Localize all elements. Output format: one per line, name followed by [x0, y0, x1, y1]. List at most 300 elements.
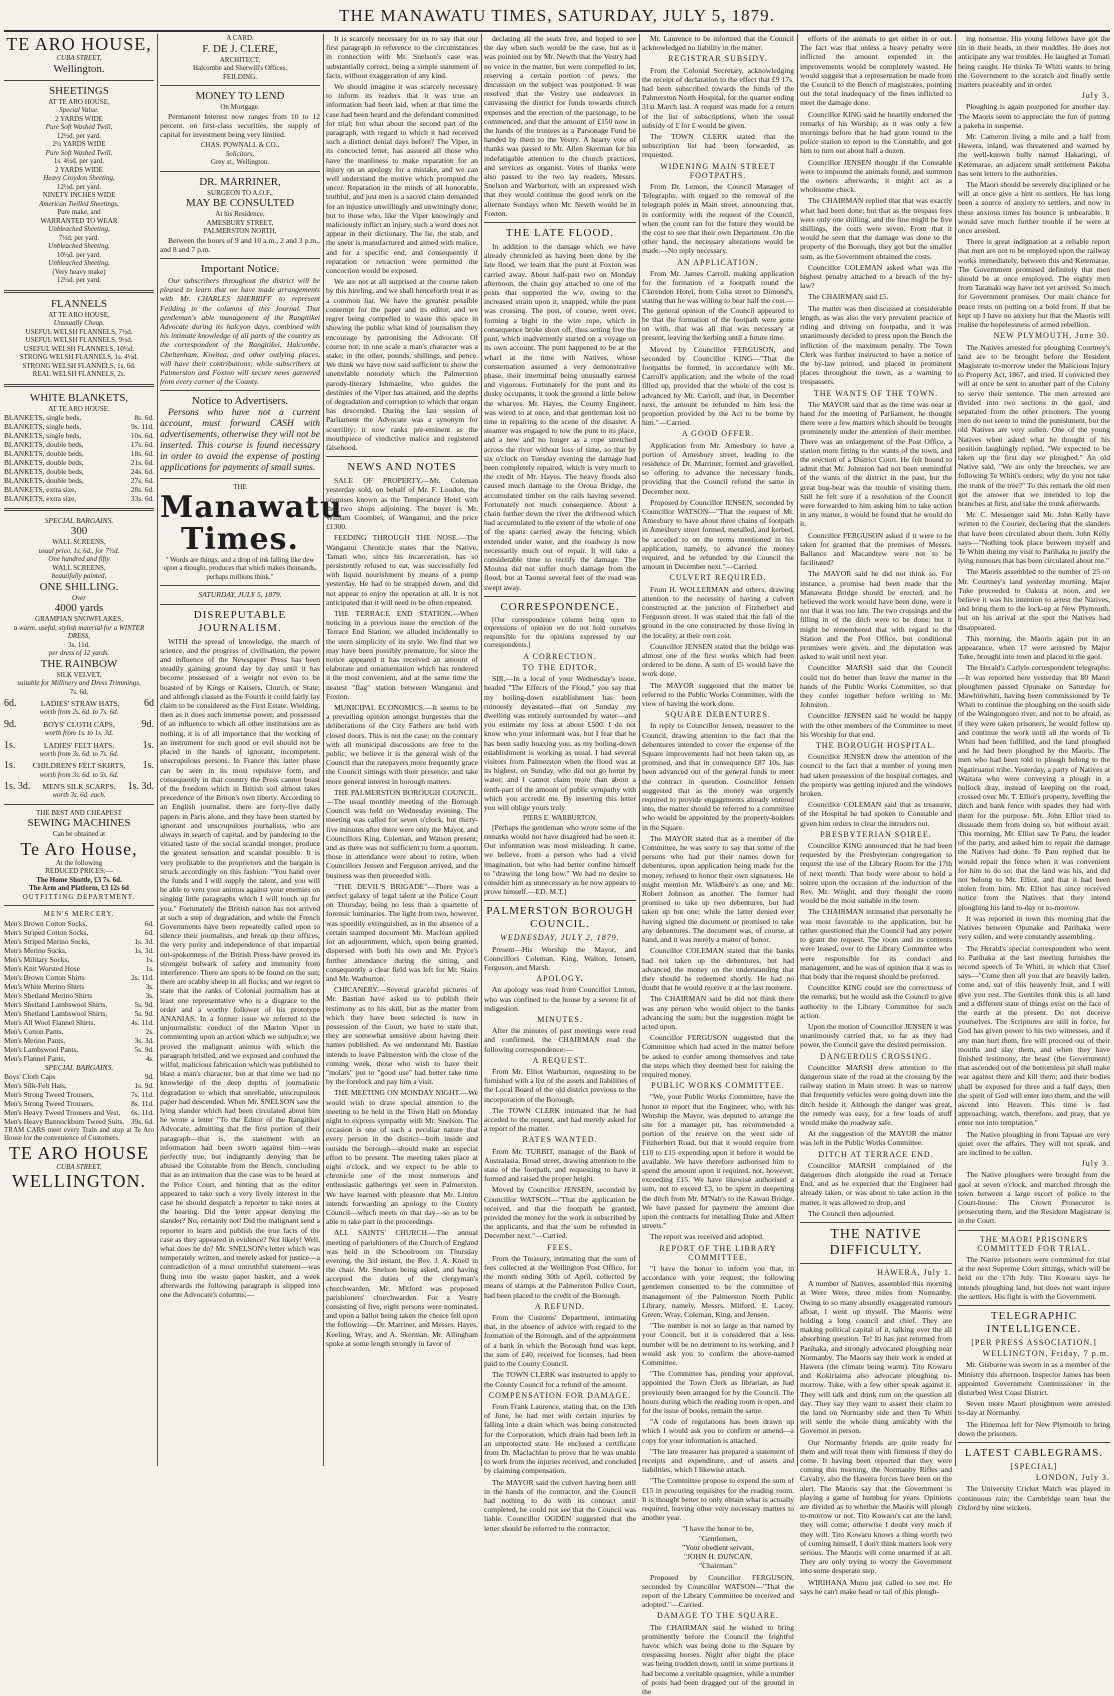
sheeting-line: 1s. 4½d. per yard. — [53, 157, 105, 165]
solicitor-title: Solicitors, — [225, 149, 255, 158]
money-heading: MONEY TO LEND — [195, 90, 285, 102]
flood-heading: THE LATE FLOOD. — [505, 227, 615, 240]
council-text: "The Committee has, pending your approval, appointed the Town Clerk as librarian, as had previously been arranged for by the Council. The hours during which the reading room is open, and for the issue of books, remain the same. — [642, 1369, 794, 1416]
flannel-line: USEFUL WELSH FLANNELS, 7½d. — [25, 327, 133, 336]
money-text: Permanent Interest now ranges from 10 to 12 percent. on first-class securities, the supply of capital for investment being very limited. — [160, 111, 320, 139]
item-price: 1s. — [145, 954, 154, 964]
item-price: 6s. 11d. — [131, 1107, 154, 1117]
sheeting-line: 12½d. per yard. — [56, 131, 102, 140]
price-row — [4, 919, 154, 928]
council-text: Councillor FERGUSON asked if it were to be taken for granted that the premises of Messrs. Ballance and Macandrew were not to be facilitated? — [800, 530, 952, 568]
cablegram-text: The University Cricket Match was played in continuous rain; the Cambridge team beat the Oxford by nine wickets. — [958, 1484, 1110, 1512]
council-text: The report was received and adopted. — [650, 1232, 764, 1242]
solicitor-address: Grey st., Wellington. — [210, 158, 270, 167]
correction-signature: PIERS E. WARBURTON. — [523, 814, 597, 823]
council-subheading: FEES. — [547, 1242, 573, 1252]
column-7 — [958, 34, 1110, 1512]
council-text: "The number is not so large as that named by your Council, but it is considered that a less number will be no detriment to its working, and I would ask you to confirm the above-named Committee. — [642, 1321, 794, 1368]
item-name: Men's Brown Cotton Socks, — [4, 918, 88, 928]
card-label: A CARD. — [226, 34, 254, 42]
bargain-line: Over — [72, 593, 86, 602]
divider — [4, 804, 154, 805]
editor-note: [Perhaps the gentleman who wrote some of the remarks would not have disagreed had he seen it. Our information was most misleading. It came, we believe, from a person who had a vivid imagination, but who had better confine himself to "drawing the long bow." We had no desire to consider him as unnecessary as he now appears to prove himself.—ED. M.T.] — [484, 822, 636, 897]
hat-row — [4, 761, 154, 770]
council-text: From Mr. TURBIT, manager of the Bank of Australasia, Broad street, drawing attention to the state of the footpath, and requesting to have it formed and raised the proper height. — [484, 1146, 636, 1184]
news-item: SALE OF PROPERTY.—Mr. Coleman yesterday sold, on behalf of Mr. F. Loudon, the premises known as the Temperance Hotel with the two shops adjoining. The buyer is Mr. William Coombes, of Wanganui, and the price £1300. — [326, 476, 478, 532]
column-6 — [800, 34, 952, 1596]
item-price: 1s. 3d. — [127, 781, 154, 793]
money-sub: On Mortgage. — [220, 103, 260, 111]
item-price: 33s. 6d. — [130, 494, 154, 503]
council-text: The TOWN CLERK stated that the subscription list had been forwarded, as requested. — [642, 132, 794, 160]
column-divider — [955, 34, 956, 1466]
council-text: The matter was then discussed at considerable length, as was also the very prevalent practice of riding and driving on footpaths, and it was unanimously decided to press upon the Bench the infliction of the maximum penalty. The Town Clerk was further instructed to have a notice of the by-law printed, and placed in prominent places throughout the town, as a warning to trespassers. — [800, 303, 952, 387]
council-text: "The late treasurer has prepared a statement of receipts and expenditure, and of assets and liabilities, which I likewise attach. — [642, 1446, 794, 1475]
bargain-line: usual price, 1s. 6d., for 7½d. — [38, 546, 120, 555]
bargain-number: 4000 yards — [54, 602, 104, 615]
price-row — [4, 476, 154, 485]
native-text: There is great indignation at a reliable report that men are not to be employed upon the railway works immediately, between this and Ketemarae. The Government promised definitely that men should be at once employed. The eighty men from Taranaki way have not yet arrived. So much for Government promises. Our main chance for peace rests on putting on a bold front. If that be kept up I have no anxiety but that the Maoris will realise the hopelessness of armed rebellion. — [958, 237, 1110, 330]
correction-to: TO THE EDITOR. — [522, 662, 598, 672]
price-row — [4, 431, 154, 440]
sheeting-line: 12½d. per yard. — [56, 182, 102, 191]
divider — [326, 456, 478, 457]
item-price: 1s. 3d. — [4, 781, 31, 793]
item-price: 6d. — [4, 698, 17, 710]
item-name: Men's Heavy Tweed Trousers and Vest, — [4, 1107, 121, 1117]
column-divider — [797, 34, 798, 1466]
council-text: Councillor MARSH said that the Council could not do better than leave the matter in the hands of the Public Works Committee, so that they confer together before writing to Mr. Johnston. — [800, 663, 952, 710]
item-name: Men's Flannel Pants, — [4, 1053, 66, 1063]
council-text: "A code of regulations has been drawn up which I would ask you to confirm or amend—a copy for your information is attached. — [642, 1417, 794, 1445]
special-bargains-heading: SPECIAL BARGAINS. — [44, 516, 114, 525]
item-name: LADIES' FELT HATS, — [43, 740, 115, 750]
item-price: 21s. 6d. — [130, 458, 154, 467]
divider — [160, 85, 320, 86]
article-text: It is scarcely necessary for us to say that our first paragraph in reference to the circumstances in connection with Mr. Snelson's case was substantially correct, being a simple statement of facts, without exaggeration of any kind. — [326, 34, 478, 80]
council-text: Councillor JENSEN thought if the Constable were to impound the animals found, and summon the owners afterwards, it might act as a wholesome check. — [800, 157, 952, 195]
doctor-hours: Between the hours of 9 and 10 a.m., 2 and 3 p.m., and 8 and 7 p.m. — [160, 235, 320, 254]
item-price: 2s. — [145, 1026, 154, 1036]
sheeting-line: 7½d. per yard. — [58, 233, 100, 242]
bargain-number: 300 — [70, 525, 88, 538]
divider — [4, 508, 154, 511]
divider — [958, 1305, 1110, 1306]
council-text: An apology was read from Councillor Linton, who was confined to the house by a severe fit of indigestion. — [484, 985, 636, 1013]
flood-text: In addition to the damage which we have already chronicled as having been done by the late flood, we learn that the punt at Foxton was carried away. About half-past two on Monday afternoon, the chain guy attached to one of the posts that supported the w'e, owing to the increased strain upon it, snapped, while the punt was crossing. The post, of course, went over, forming a bight in the wire rope, which in consequence broke short off, thus setting free the punt, which inadvertently started on a voyage on its own account. The punt happened to be at the wharf at the time with Natives, whose consternation assumed a very demonstrative phase, their intermittal being unusually earnest and vigorous. Fortunately for the punt and its dusky occupants, it took the ground a little below the wharves. Mr. Hayes, the County Engineer, was wired to at once, and that gentleman lost no time in repairing to the scene of the disaster. A steamer was engaged to tow the punt to its place, and a new and no longer as a rope stretched across the river without loss of time, so that by six o'clock on Tuesday evening the damage had been completely repaired, which is very much to the credit of Mr. Hayes. The heavy floods also caused much damage to the Oroua Bridge, the accumulated timber on the rails having severed. Fortunately not much consequence. About a chain further down the river the driftwood which had accumulated to the extent of the whole of one of the spans carried away the fencing which extended under water, and the roadway is now necessarily much out of repair. It will take a considerable time to rectify the damage. The Moutoa did not suffer much damage from the flood, but at Taonui several feet of the road was swept away. — [484, 242, 636, 592]
council-text: The Council then adjourned. — [808, 1208, 895, 1218]
price-row — [4, 1054, 154, 1063]
te-aro-footer-title: TE ARO HOUSE — [8, 1142, 149, 1163]
column-5 — [642, 34, 794, 1696]
price-row — [4, 440, 154, 449]
item-price: 5s. 9d. — [134, 999, 154, 1009]
bargain-line: a warm, useful, stylish material for a WINTER DRESS, — [13, 623, 145, 641]
divider — [484, 222, 636, 223]
council-text: The CHAIRMAN replied that that was exactly what had been done; but that as the trespass fees were only one shilling, and the fine might be five shillings, the costs were seven. From that it would be seen that the damage was done to the property of the Borough, they got but the smaller sum, as the Government obtained the costs. — [800, 196, 952, 261]
price-row — [4, 1000, 154, 1009]
item-price: 3s. 3d. — [134, 1035, 154, 1045]
council-text: The CHAIRMAN said he did not think there was any person who would object to the banks advancing the sum; but the suggestion might be acted upon. — [642, 994, 794, 1031]
item-price: 1s. 3d. — [134, 936, 154, 946]
native-text: ing nonsense. His young fellows have got the tin in their heads, in their muddles. He does not anticipate any war troubles. He laughed at Tomati being caught. He thinks Te Whiti wants to bring the Government to the scratch and finally settle matters peaceably and in order. — [958, 34, 1110, 90]
cablegrams-heading: LATEST CABLEGRAMS. — [964, 1447, 1104, 1460]
item-name: Men's Lambswool Pants, — [4, 1044, 79, 1054]
council-date: WEDNESDAY, JULY 2, 1879. — [500, 933, 620, 943]
council-text: Councillor MARSH drew attention to the dangerous state of the road at the crossing by the railway station in Main street. It was so narrow that frequently vehicles were going down into the ditch beside it. Although the danger was great, the remedy was easy, for a few loads of stuff would make the roadway safe. — [800, 1062, 952, 1127]
sewing-line: THE BEST AND CHEAPEST — [35, 808, 123, 817]
item-name: BLANKETS, single beds, — [4, 431, 82, 440]
item-price: 1s. — [145, 963, 154, 973]
blankets-at: AT TE ARO HOUSE. — [48, 404, 110, 413]
council-heading: PALMERSTON BOROUGH COUNCIL. — [486, 905, 634, 931]
divider — [484, 900, 636, 901]
native-text: The Herald's special correspondent who went to Parihaka at the last meeting furnishes the second speech of Te Whiti, in which that Chief says—"Come then all you that are heavily laden, come and, eat of this heavenly fruit, and I will give you rest. The Gentiles think this is all land and a different state of things exist on the face of the earth at the present. Do not deceive yourselves. The Scriptures are still in force, for God has given power to his two witnesses, and if any man hurt them, fire will proceed out of their mouths and slay them, and when they have finished testimony, the beast (the Government) that ascended out of the bottomless pit shall make war against them and kill them; and their bodies shall be exposed for three and a half days; then the spirit of God will enter into them, and the will ascend into Heaven. This time is fast approaching; watch, therefore, and pray, that ye enter not into temptation." — [958, 943, 1110, 1128]
price-row — [4, 1036, 154, 1045]
native-text: The Native ploughing in front Tapuae are very quiet over the affairs. They will not speak, and are inclined to be sullen. — [958, 1129, 1110, 1157]
council-text: The CHAIRMAN intimated that personally he was most favorable to the application, but he rather questioned that the Council had any power to grant the request. The room and its contents were leased, over to the Library Committee who were responsible for its conduct and management, and he was of opinion that it was to that body that the request should be preferred. — [800, 907, 952, 981]
te-aro-city: Wellington. — [53, 62, 105, 75]
flannel-line: USEFUL WELSH FLANNELS, 9½d. — [25, 336, 133, 344]
paper-motto: " Words are things, and a drop of ink falling like dew upon a thought, produces that which makes thousands, perhaps millions think." — [163, 555, 317, 581]
hat-row — [4, 782, 154, 791]
council-text: Moved by Councillor JENSEN, seconded by Councillor WATSON—"That the application be received, and that the footpath be granted, provided the money for the work is subscribed by the applicants, and that the sum be refunded in December next."—Carried. — [484, 1185, 636, 1241]
price-row — [4, 449, 154, 458]
item-name: BLANKETS, single beds, — [4, 413, 82, 422]
flannels-heading: FLANNELS — [50, 297, 108, 310]
council-text: Councillor COLEMAN stated that the banks had not taken up the debentures, but had advanced the money on the understanding that they should be redeemed shortly. He had no doubt that he would receive it at the last moment. — [642, 946, 794, 993]
paper-name: Manawatu Times. — [160, 489, 343, 557]
outfitting-heading: OUTFITTING DEPARTMENT. — [22, 892, 136, 901]
notice-heading: Important Notice. — [200, 263, 280, 276]
item-name: Men's Merino Socks, — [4, 945, 67, 955]
item-name: BLANKETS, double beds, — [4, 467, 84, 476]
item-name: Men's Heavy Bannockburn Tweed Suits, — [4, 1116, 125, 1126]
council-text: From Mr. Elliot Warburton, requesting to be furnished with a list of the assets and liabilities of the Local Board of the old district previous to the incorporation of the Borough. — [484, 1067, 636, 1104]
divider — [800, 1222, 952, 1223]
dateline: WELLINGTON, Friday, 7 p.m. — [982, 1349, 1110, 1359]
divider — [4, 384, 154, 387]
price-row — [4, 1018, 154, 1027]
doctor-consult: MAY BE CONSULTED — [185, 197, 295, 210]
price-row — [4, 494, 154, 503]
council-text: Moved by Councillor FERGUSON, and seconded by Councillor KING—"That the footpaths be formed, in accordance with Mr. Carroll's application, and the whole of the road filled up, provided that the whole of the cost is advanced by Mr. Carroll, and that, in December next, the amount be refunded to him less the proportion provided by the Act to be borne by him."—Carried. — [642, 344, 794, 428]
bargain-line: SILK VELVET, — [56, 670, 102, 679]
council-subheading: THE BOROUGH HOSPITAL. — [815, 741, 937, 751]
sheeting-line: 2 YARDS WIDE — [55, 165, 103, 174]
item-price: 1s. — [142, 760, 154, 772]
sewing-price: The Home Shuttle, £3 7s. 6d. — [36, 875, 122, 884]
council-text: The TOWN CLERK was instructed to apply to the County Council for a refund of the amount. — [484, 1370, 636, 1389]
council-text: Councillor MARSH complained of the dangerous ditch alongside the road at Terrace End, and as he expected that the Engineer had already taken, or was about to take action in the matter, it was allowed to drop, and — [800, 1160, 952, 1207]
item-name: Men's White Merino Shirts — [4, 981, 85, 991]
council-subheading: RATES WANTED. — [522, 1135, 598, 1145]
bargain-line: GRAMPIAN SNOWFLAKES, — [35, 615, 123, 624]
item-price: 4s. 11d. — [131, 1017, 154, 1027]
council-text: From Mr. James Carroll, making application for the formation of a footpath round the Clarendon Hotel, from Cuba street to Dimond's, stating that he was willing to bear half the cost.—The general opinion of the Council appeared to be that the formation of the footpath were gone on with, that was all that was necessary at present, leaving the kerbing until a future time. — [642, 268, 794, 343]
item-price: 8s. 11d. — [131, 1098, 154, 1108]
council-subheading: DAMAGE TO THE SQUARE. — [657, 1611, 779, 1621]
news-item: FEEDING THROUGH THE NOSE.—The Wanganui Chronicle states that the Native, Tamati who, since his incarceration, has so persistently refused to eat, was successfully fed with liquid nourishment by means of a pump yesterday. He had to be strapped down, and did not appear to enjoy the operation at all. It is not anticipated that it will need to be often repeated. — [326, 533, 478, 607]
item-name: Men's Cotton Pants, — [4, 1026, 64, 1036]
trial-heading: THE MAORI PRISONERS COMMITTED FOR TRIAL. — [977, 1234, 1091, 1253]
council-subheading: THE WANTS OF THE TOWN. — [813, 388, 939, 398]
native-text: The Natives arrested for ploughing Courtney's land are to be brought before the Resident Magistrate to-morrow under the Malicious Injury to Property Act, 1867, and tried. If convicted they will at once be sent to another part of the Colony to serve their sentence. The men arrested are divided into two sections in the gaol, and separated from the other prisoners. The young men do not seem to mind the punishment, but the old Natives are very sullen. One of the young Natives when asked what he thought of his position laughingly replied, "We expected to be taken up the first day we ploughed." An old Native said, "We are only the breeches, we are following Te Whiti's orders; why do you not take the trunk of the tree?" To this remark the old men got the answer that we intended to lop the branches at first, and take the trunk afterwards. — [958, 342, 1110, 508]
divider — [160, 171, 320, 172]
item-name: Men's Striped Cotton Socks, — [4, 927, 89, 937]
council-subheading: MINUTES. — [537, 1014, 583, 1024]
item-name: BLANKETS, double beds, — [4, 458, 84, 467]
council-signature: "I have the honor to be, "Gentlemen, "Your obedient servant, "JOHN H. DUNCAN, "Chairman." — [682, 1524, 754, 1571]
dateline: LONDON, July 3. — [1035, 1473, 1110, 1483]
item-name: MEN'S SILK SCARFS, — [42, 782, 116, 792]
native-text: The Maoris assembled to the number of 25 on Mr. Courtney's land yesterday morning. Major Tuke proceeded to Oakura at noon, and we believe it was his intention to arrest the Natives, and bring them to the lock-up at New Plymouth, but on his arrival at the spot the Natives had disappeared. — [958, 567, 1110, 632]
column-1-te-aro-ads — [4, 34, 154, 1466]
correction-text: SIR,—In a local of your Wednesday's issue, headed "The Effects of the Flood," you say that my boiling-down establishment has been ruinously devastated—that on Sunday my dwelling was entirely surrounded by water—and you estimate my loss at about £500. I do not know who your informant was, but I fear that he has been sadly hoaxing you, as my boiling-down establishment is working as usual. I had several visitors from Palmerston when the flood was at its highest, on Sunday, who did not go home by water; and I cannot claim more than about a tenth-part of the amount of public sympathy with which you accredit me. By inserting this letter you will oblige yours truly — [484, 674, 636, 813]
architect-name: F. DE J. CLERE, — [202, 42, 278, 55]
architect-title: ARCHITECT, — [219, 55, 261, 64]
doctor-line: At his Residence, — [215, 210, 265, 219]
council-subheading: DITCH AT TERRACE END. — [818, 1149, 934, 1159]
divider — [160, 390, 320, 391]
architect-address: Halcombe and Sherwill's Offices, — [192, 64, 288, 72]
bargain-line: 7s. 6d. — [69, 687, 89, 696]
price-row — [4, 1117, 154, 1126]
news-item: THE MEETING ON MONDAY NIGHT.—We would wish to draw special attention to the meeting to be held in the Town Hall on Monday night to express sympathy with Mr. Snelson. The occasion is one of such a peculiar nature that every person in the district—both inside and outside the borough—should make an especial effort to be present. The meeting takes place at eight o'clock, and we expect to be able to chronicle one of the most numerous and enthusiastic gatherings yet seen in Palmerston. We have learned with pleasure that Mr. Linton intends forwarding an apology to the County Council—which meets on that day—so as to be able to take part in the proceedings. — [326, 1088, 478, 1227]
bargain-line: 3s. 11d. — [68, 640, 90, 649]
mercery-heading: MEN'S MERCERY. — [43, 910, 115, 919]
price-row — [4, 1099, 154, 1108]
council-subheading: A REFUND. — [534, 1301, 586, 1311]
solicitor-name: CHAS. POWNALL & CO., — [200, 141, 280, 150]
telegraphic-text: Seven more Maori ploughmen were arrested to-day at Normanby. — [958, 1399, 1110, 1418]
item-price: 39s. 6d. — [130, 1116, 154, 1126]
council-subheading: CULVERT REQUIRED. — [669, 573, 767, 583]
council-text: From Frank Laurence, stating that, on the 13th of June, he had met with certain injuries by falling into a drain which was being constructed for the Corporation, which drain had been left in an unprotected state. He enclosed a certificate from Dr. Maclachlan to prove that he was unable to work from the injuries received, and concluded by claiming compensation. — [484, 1401, 636, 1476]
item-name: Men's Strong Tweed Trousers, — [4, 1089, 94, 1099]
hat-row — [4, 699, 154, 708]
item-price: 2s. 11d. — [131, 972, 154, 982]
news-item: CHICANERY.—Several graceful pictures of Mr. Bastian have asked us to publish their testimony as to his skill, but as the matter from which they have been selected is now in possession of the Court, we have to state that, they are somewhat sensitive about having their names published. As we understand Mr. Bastian intends to leave Palmerston with the close of the coming week, those who wish to have their "molars" put to "good use" had better take time by the forelock and pay him a visit. — [326, 985, 478, 1087]
council-text: efforts of the animals to get either in or out. The fact was that unless a heavy penalty were inflicted the amount expended in the improvements would be completely wasted. He would suggest that a representation be made from the Council to the Bench of magistrates, pointing out the total inadequacy of the fines inflicted to meet the damage done. — [800, 34, 952, 108]
native-text: It was reported in town this morning that the Natives between Opunake and Parihaka were very sullen, and were constantly assembling. — [958, 913, 1110, 942]
sheeting-line: Pure Soft Washed Twill, — [45, 123, 113, 131]
council-subheading: A GOOD OFFER. — [681, 429, 755, 439]
council-subheading: COMPENSATION FOR DAMAGE. — [488, 1390, 632, 1400]
item-name: Boys' Cloth Caps — [4, 1071, 56, 1081]
item-name: Men's Knit Worsted Hose — [4, 963, 80, 973]
price-row — [4, 937, 154, 946]
column-divider — [481, 34, 482, 1466]
hats-price-list — [4, 699, 154, 800]
price-row — [4, 982, 154, 991]
council-text: "The Committee propose to expend the sum of £15 in procuring requisites for the reading room. It is thought better to only obtain what is actually required, leaving other very necessary matters to another year. — [642, 1476, 794, 1523]
council-text: The MAYOR said he did not think so. For instance, a promise had been made that the Manawatu Bridge should be erected, and he believed the work would have been done, were it not that it was too late. The two crossings and the filling in of the ditch were to be done; but it might be remembered that with regard to the Station and the Post Office, but conditional promises were given, and the deputation was asked to wait until next year. — [800, 569, 952, 662]
item-worth: worth from 3s. 6d. to 5s. 6d. — [39, 770, 119, 779]
bargain-line: suitable for Millinery and Dress Trimmings, — [17, 679, 141, 688]
blanket-price-list — [4, 413, 154, 503]
council-subheading: REPORT OF THE LIBRARY COMMITTEE. — [659, 1243, 777, 1262]
divider — [160, 258, 320, 259]
sheeting-line: Heavy Croydon Sheeting, — [43, 174, 115, 182]
council-text: From the Colonial Secretary, acknowledging the receipt of declaration to the effect that £9 17s. had been subscribed towards the funds of the Palmerston North Hospital, for the quarter ending 31st March last. A request was made for a return of the list of subscriptions, when the usual subsidy of £ for £ would be given. — [642, 65, 794, 130]
sewing-price: The Arm and Platform, £3 12s 6d — [29, 884, 129, 893]
item-price: 28s. 6d. — [130, 485, 154, 494]
item-name: BLANKETS, extra size, — [4, 494, 77, 503]
flannel-line: STRONG WELSH FLANNELS, 1s. 4½d. — [19, 353, 139, 361]
council-text: Present—His Worship the Mayor, and Councillors Coleman, King, Walton, Jensen, Ferguson, and Marsh. — [484, 944, 636, 972]
item-price: 1s. — [4, 760, 16, 772]
price-row — [4, 458, 154, 467]
news-item: THE PALMERSTON BOROUGH COUNCIL.—The usual monthly meeting of the Borough Council was held on Wednesday evening. The meeting was called for seven o'clock, but thirty-five minutes after there were only the Mayor, and Councillors King, Coleman, and Watson present; and as there was not sufficient to form a quorum, those in attendance were about to retire, when Councillors Jensen and Ferguson arrived, and the business was then proceeded with. — [326, 787, 478, 880]
blankets-heading: WHITE BLANKETS, — [29, 391, 129, 404]
council-text: Upon the motion of Councillor JENSEN it was unanimously carried that, so far as they had power, the Council gave the desired permission. — [800, 1021, 952, 1050]
correction-heading: A CORRECTION. — [523, 651, 597, 661]
te-aro-footer-city: WELLINGTON. — [11, 1171, 147, 1192]
divider — [958, 1442, 1110, 1443]
price-row — [4, 928, 154, 937]
divider — [160, 604, 320, 605]
item-name: Men's Silk-Felt Hats, — [4, 1080, 67, 1090]
item-name: BLANKETS, extra size, — [4, 485, 77, 494]
doctor-name: DR. MARRINER, — [199, 175, 281, 188]
item-price: 24s. 6d. — [130, 467, 154, 476]
price-row — [4, 1045, 154, 1054]
price-row — [4, 413, 154, 422]
council-text: "We, your Public Works Committee, have the honor to report that the Engineer, who, with his Worship the Mayor, was deputed to arrange the site for a manager pit, has recommended a portion of the reserve on the west side of Fitzherbert Road, but that it would require from £10 to £15 expending upon it before it would be available. We have therefore authorised him to spend the amount upon it required, not, however, exceeding £15. We have likewise authorised a sum, not to exceed £3, to be spent in deepening the ditch from Mr. M'Nab's to the Kawau Bridge. We have passed for payment the amount due upon the contracts for metalling Duke and Albert streets." — [642, 1092, 794, 1231]
bargain-line: per dress of 12 yards. — [48, 649, 110, 658]
architect-town: FEILDING. — [222, 72, 258, 81]
divider — [4, 905, 154, 906]
native-text: The Maori should be severely disciplined or he will at once give a hint to settlers. He has long been a source of anxiety to settlers, and now in these anxious times his bounce is unbearable. It would save much further trouble if he were at once arrested. — [958, 180, 1110, 236]
item-price: 17s. 6d. — [130, 440, 154, 449]
bargain-line: beautifully painted, — [51, 572, 107, 581]
hat-row — [4, 720, 154, 729]
item-price: 10s. 6d. — [130, 431, 154, 440]
price-row — [4, 1108, 154, 1117]
sheeting-line: Unbleached Sheeting, — [48, 242, 110, 250]
dateline: HAWERA, July 1. — [877, 1267, 952, 1277]
council-subheading: REGISTRAR SUBSIDY. — [668, 54, 768, 64]
council-subheading: PRESBYTERIAN SOIREE. — [820, 829, 932, 839]
item-name: Men's Military Socks, — [4, 954, 70, 964]
sheeting-line: 2 YARDS WIDE — [55, 114, 103, 123]
bargain-heading: THE RAINBOW — [40, 657, 118, 670]
native-difficulty-heading: THE NATIVE DIFFICULTY. — [829, 1226, 923, 1258]
special-bargains-heading: SPECIAL BARGAINS. — [44, 1062, 114, 1072]
telegraphic-text: The Hinemoa left for New Plymouth to bring down the prisoners. — [958, 1419, 1110, 1438]
council-text: Councillor KING could see the correctness of the remarks, but he would ask the Council to give authority to the Library Committee for such action. — [800, 983, 952, 1020]
native-text: The Native ploughers were brought from the gaol at seven o'clock, and marched through the town between a large escort of police to the Court-house. The Crown Prosecutor is prosecuting them, and the Resident Magistrate is in the Court. — [958, 1170, 1110, 1226]
item-name: Men's Brown Cotton Shirts — [4, 972, 85, 982]
council-text: Proposed by Councillor JENSEN, seconded by Councillor WATSON—"That the request of Mr. Amesbury to have about three chains of footpath in Amesbury street formed, metalled, and kerbed, be acceded to on the terms mentioned in his application, namely, to advance the money required, and be refunded by the Council the amount in December next."—Carried. — [642, 497, 794, 572]
column-divider — [323, 34, 324, 1466]
article-text: We should imagine it was scarcely necessary to inform its readers that it was true an information had been laid, when at that time the case had been heard and the defendant committed for trial; but what about the second part of the paragraph, with regard to which it had received such a distinct denial days before? The Viper, in its concocted letter, has assured all those who have the manliness to make reparation for an injury on an apology for a mistake, and we can well understand the motive which prompted the uncer. Reparation in the minds of all honorable, truthful, and just men is a sacred claim demanded for an injustice unwillingly and unwittingly done; but to those who, like the Viper knowingly and maliciously inflict an injury, such a word does not appear in their dictionary. The lie, the stab, and the sneer is manufactured and aimed with malice, and for a specific end, and consequently if reparation or retraction were permitted the concoction would be exposed. — [326, 82, 478, 276]
council-text: Councillor COLEMAN asked what was the highest penalty attached to a breach of the by-law? — [800, 262, 952, 291]
sheeting-line: Unbleached Sheeting, — [48, 225, 110, 233]
native-text: Mr. Cameron living a mile and a half from Hawera, inland, was threatened and warned by the well-known bully named Hakaringi, of Ketemarae, an adjacent small settlement Pakeha has sent letters to the authorities. — [958, 132, 1110, 178]
council-text: From the Treasury, intimating that the sum of fees collected at the Wellington Post Office, for the month ending 30th of April, collected by means of stamps at the Palmerston Police Court, had been placed to the credit of the Borough. — [484, 1253, 636, 1300]
council-text: Councillor COLEMAN said that as treasurer, of the Hospital he had spoken to Constable and given him orders to clear the intruders out. — [800, 800, 952, 828]
item-worth: worth 3s. 6d. each. — [52, 791, 106, 800]
doctor-line: PALMERSTON NORTH, — [203, 227, 277, 236]
divider — [160, 478, 320, 479]
news-item: ALL SAINTS' CHURCH.—The annual meeting of parishioners of the Church of England was held in the Schoolroom on Thursday evening, the 3rd instant, the Rev. J. A. Knell in the chair. Mr. Snelson being asked, and having accepted the duties of the clergyman's churchwarden, Mr. Mitford was proposed parishioners' churchwarden. For a Vestry consisting of five, eight persons were nominated, and upon a ballot being taken the choice fell upon the following:—Dr. Marriner, and Messrs. Hayes, Keeling, Wray, and A. Skerman. Mr. Allingham spoke at some length strongly in favor of — [326, 1228, 478, 1348]
article-text: We are not at all surprised at the course taken by this hireling, and we shall henceforth treat it as a common liar. We have the greatest possible contempt for the paper and its editor, and we regret being compelled to waste this space in showing the public what kind of journalism they encourage by patronising the Advocate. Of course not; in one scale a man's character was a stake; in the other, pounds, shillings, and pence. We think we have now said sufficient to show the unenviable notoriety which the Palmerston parody-literary Ishmaelite, who guides the destinies of the Viper has attained, and the depths of degradation and corruption to which that organ has descended. During the last session of Parliament the Advocate was a synonym for scurrility; it now ranks pre-eminent as the mouthpiece of vindictive malice and registered falsehood. — [326, 277, 478, 452]
correspondence-note: [Our correspondence column being open to expressions of opinion we do not hold ourselves responsible for the opinions expressed by our correspondents.] — [484, 615, 636, 650]
council-text: Mr. Laurence to be informed that the Council acknowledged no liability in the matter. — [642, 34, 794, 53]
item-worth: worth from 2s. 6d. to 7s. 6d. — [39, 708, 119, 717]
council-text: Councillor KING said he heartily endorsed the remarks of his Worship, as it was only a few mornings before that he had gone round to the police station to report to the Constable, and got him to turn out about half a dozen. — [800, 109, 952, 156]
item-name: BOYS' CLOTH CAPS, — [43, 719, 115, 729]
native-text: Our Normanby friends are quite ready for them and will treat them with firmness if they do come. It having been reported that they were coming this morning, the Normanby Rifles and Cavalry, also the Hawera forces have been on the alert. The Maoris say that the Government is playing a game of humbug for years. Opinions are divided as to whether the Maoris will plough to-morrow or not. Tito Kowaru's cat ate the land; they will come; otherwise I doubt very much if they will. Tito Kowaru knows a thing worth two of coming himself, I don't think matters look very serious. The Maoris will come unarmed if at all. They are only trying to worry the Government into some desperate step. — [800, 1437, 952, 1576]
native-text: Ploughing is again postponed for another day. The Maoris seem to appreciate the fun of putting a pakeha in suspense. — [958, 102, 1110, 130]
trial-text: The Native prisoners were committed for trial at the next Supreme Court sittings, which will be held on the 17th July. Tito Kowaru says he intends ploughing land, but does not want injure the settlers. His fight is with the Government. — [958, 1255, 1110, 1301]
sheeting-line: Unbleached Sheeting, — [48, 259, 110, 267]
council-text: The MAYOR said that as the time was near at hand for the meeting of Parliament, he thought there were a few matters which should be brought prominently under the attention of their member. There was an enlargement of the Post Office, a station more fitting to the wants of the town, and the erection of a District Court. He felt bound to admit that Mr. Johnston had not been unmindful of the wants of the district in the past, but the great bug-bear was the trouble of visiting them. Still he felt sure if a resolution of the Council were forwarded to him asking him to take action in any matter, it would be found that he would do it. — [800, 399, 952, 529]
council-text: The MAYOR suggested that the matter be referred to the Public Works Committee, with the view of having the work done. — [642, 680, 794, 709]
council-text: Councillor JENSEN said he would be happy with the other members of the Committee to meet his Worship for that end. — [800, 711, 952, 739]
sheeting-line: 10½d. per yard. — [56, 250, 102, 259]
news-heading: NEWS AND NOTES — [347, 461, 457, 474]
council-text: The MAYOR said the culvert having been still in the hands of the contractor, and the Council had nothing to do with its contract until completed, he could not see that the Council was liable. Councillor OGDEN suggested that the letter should be referred to the contractor, — [484, 1477, 636, 1533]
native-text: This morning, the Maoris again put in an appearance, when 17 were arrested by Major Tuke, brought into town and placed in the gaol. — [958, 633, 1110, 662]
flannel-line: USEFUL WELSH FLANNELS, 10½d. — [23, 344, 135, 353]
council-text: Councillor FERGUSON suggested that the Committee which had acted in the matter before be asked to confer among themselves and take the steps which they deemed best for raising the required money. — [642, 1033, 794, 1079]
item-name: BLANKETS, single beds, — [4, 422, 82, 431]
column-3 — [326, 34, 478, 1466]
council-text: The CHAIRMAN said he wished to bring prominently before the Council the frightful havoc which was being done to the Square by trespassing horses. Night after night the place was being trodden down, until in some portions it had become a veritable quagmire, while a number of posts had been dragged out of the ground in the — [642, 1622, 794, 1696]
council-subheading: APOLOGY. — [536, 974, 584, 984]
council-text: Councillor JENSEN drew the attention of the council to the fact that a number of young men had taken possession of the hospital cottages, and the property was getting injured and the windows broken. — [800, 752, 952, 799]
item-name: Men's Striped Merino Socks, — [4, 936, 90, 946]
price-row — [4, 955, 154, 964]
divider — [958, 1230, 1110, 1231]
item-name: BLANKETS, double beds, — [4, 476, 84, 485]
item-name: Men's All Wool Flannel Shirts, — [4, 1017, 96, 1027]
telegraphic-text: Mr. Gisborne was sworn in as a member of the Ministry this afternoon. Inspector James has been appointed Government Commissioner in the disturbed West Coast District. — [958, 1360, 1110, 1398]
council-subheading: SQUARE DEBENTURES. — [664, 710, 771, 720]
doctor-title: SURGEON TO A.O.F., — [207, 188, 273, 197]
council-text: After the minutes of past meetings were read and confirmed, the CHAIRMAN read the following correspondence:— — [484, 1026, 636, 1054]
sheetings-heading: SHEETINGS — [49, 84, 109, 97]
sheeting-line: Pure make, and — [57, 208, 101, 216]
sheeting-line: American Twilled Sheetings, — [39, 199, 119, 208]
masthead: THE MANAWATU TIMES, SATURDAY, JULY 5, 1879. — [339, 6, 775, 25]
masthead-rule — [4, 30, 1110, 32]
news-item: THE TERRACE END STATION.—When noticing in a previous issue the erection of the Terrace End Station, we alluded incidentally to the stern simplicity of its style. We find that we may have been possibly premature, for since the notice appeared it has received an amount of elaborate and ornamentation which has rendered it the most convenient, and at the same time the neatest "flag" station between Wanganui and Foxton. — [326, 608, 478, 701]
item-price: 9d. — [144, 1071, 154, 1081]
column-4 — [484, 34, 636, 1533]
sheeting-line: Pure Soft Washed Twill, — [45, 148, 113, 157]
item-price: 3s. — [145, 990, 154, 1000]
column-2 — [160, 34, 343, 1466]
native-text: A number of Natives, assembled this morning at Were Were, three miles from Normanby. Owing to so many absurdly exaggerated rumours afloat, I went up myself. The Maoris were holding a long council and chief. They are making political capital of it, talking over the all absorbing question. Te! Iti has just returned from Parihaka, and strongly advocated ploughing near Normanby. The Maoris say their work is ended at Hawera (the climate being warm). Tito Kowaru and Kokiriaima also advocate ploughing to-morrow. Tuke, with a few other speak against it. They will talk and drink rum on the question all day. They say they want to assert their claim to the land on Normanby side and then Te Whiti will settle the whole thing amicably with the Governor in person. — [800, 1279, 952, 1436]
native-text: Mr. C. Messenger said Mr. John Kelly have written to the Courier, declaring that the slanders that have been circulated about them. John Kelly says—"Nothing took place between myself and Te Whiti during my visit to Parihaka to justify the lying rumours that has been circulated about me." — [958, 510, 1110, 566]
price-row — [4, 973, 154, 982]
special-value: Special Value. — [59, 106, 99, 114]
council-text: "I have the honor to inform you that, in accordance with your request, the following gentlemen consented to be the committee of management of the Palmerston North Public Library, namely, Messrs. Mitford, E. Lacey, Green, Wray, Coleman, King, and Jensen. — [642, 1264, 794, 1320]
mercery-price-list — [4, 919, 154, 1063]
council-text: In reply to Councillor Jensen, treasurer to the Council, drawing attention to the fact that the debentures intended to cover the expense of the Square improvements had not been taken up, as promised, and that in consequence £87 10s. has been advanced out of the general funds to meet the contract in question. Councillor Jensen suggested that as the money was urgently required to provide engagements already entered into, the matter should be referred to a committee who would be appointed by the property-holders in the Square. — [642, 721, 794, 832]
dateline: NEW PLYMOUTH, June 30. — [993, 331, 1110, 341]
news-item: MUNICIPAL ECONOMICS.—It seems to be a prevailing opinion amongst burgesses that the deliberations of the City Fathers are held with closed doors. This is not the case; on the contrary with all municipal discussions are free to the public, we believe it is the general wish of the Council that the ratepayers more frequently grace the Council sittings with their presence, and take more general interest in borough matters. — [326, 703, 478, 786]
divider — [800, 1263, 952, 1264]
tram-notice: TRAM CARS meet every Train and stop at Te Aro House for the convenience of Customers. — [4, 1125, 154, 1143]
item-name: Men's Strong Tweed Trousers, — [4, 1098, 94, 1108]
sheeting-line: 12½d. per yard. — [56, 276, 102, 284]
item-price: 1s. 9d. — [134, 1080, 154, 1090]
